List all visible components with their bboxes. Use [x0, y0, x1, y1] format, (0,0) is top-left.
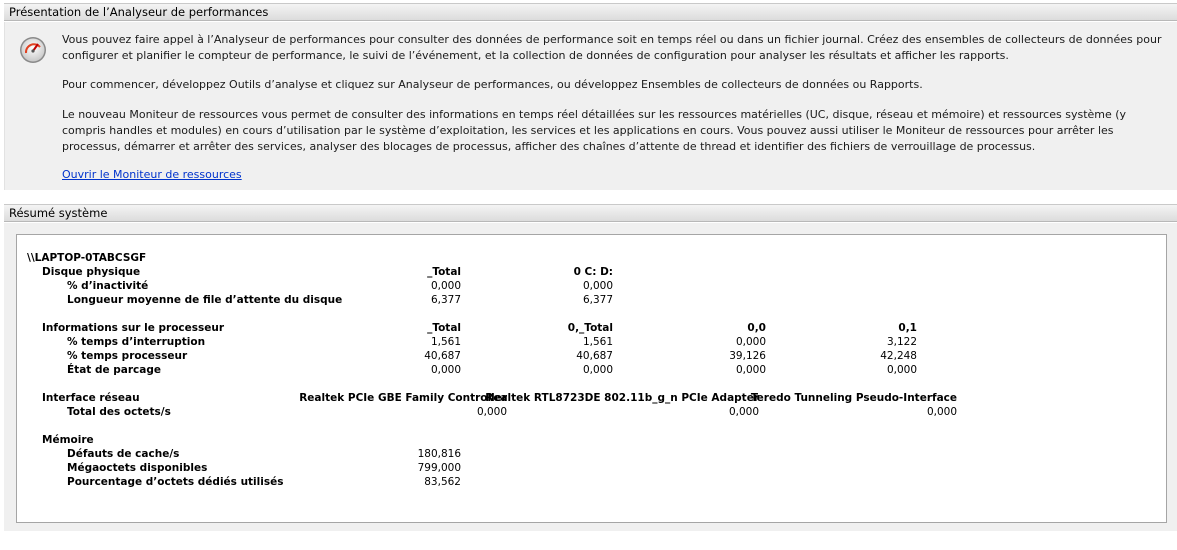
cpu-processor-time-value: 39,126	[729, 350, 766, 362]
cpu-parking-value: 0,000	[430, 364, 461, 376]
open-resource-monitor-link[interactable]: Ouvrir le Moniteur de ressources	[62, 168, 242, 181]
overview-section-header: Présentation de l’Analyseur de performances	[4, 3, 1177, 21]
disk-idle-c: 0,000	[582, 280, 613, 292]
memory-faults-value: 180,816	[417, 448, 461, 460]
disk-idle-label: % d’inactivité	[67, 280, 149, 292]
disk-idle-total: 0,000	[430, 280, 461, 292]
network-bytes-value: 0,000	[926, 406, 957, 418]
network-adapter-header: Teredo Tunneling Pseudo-Interface	[750, 392, 957, 404]
cpu-col-0-0: 0,0	[747, 322, 766, 334]
memory-committed-label: Pourcentage d’octets dédiés utilisés	[67, 476, 284, 488]
network-adapter-header: Realtek PCIe GBE Family Controller	[299, 392, 507, 404]
overview-paragraph-intro: Vous pouvez faire appel à l’Analyseur de performances pour consulter des données de performance soit en temps réel ou dans un fichier journal. Créez des ensembles de collecteurs de données pour configurer et planifier le compteur de performance, le suivi de l’événement, et la collection de données de configuration pour analyser les résultats et afficher les rapports.	[62, 33, 1162, 62]
cpu-interrupt-value: 1,561	[430, 336, 461, 348]
memory-available-label: Mégaoctets disponibles	[67, 462, 208, 474]
disk-queue-label: Longueur moyenne de file d’attente du disque	[67, 294, 343, 306]
machine-name: \\LAPTOP-0TABCSGF	[27, 252, 147, 264]
memory-available-value: 799,000	[417, 462, 461, 474]
disk-col-c: 0 C: D:	[573, 266, 613, 278]
cpu-parking-value: 0,000	[886, 364, 917, 376]
network-section-title: Interface réseau	[42, 392, 140, 404]
cpu-parking-value: 0,000	[735, 364, 766, 376]
summary-section-header: Résumé système	[4, 204, 1177, 222]
disk-col-total: _Total	[427, 266, 461, 278]
network-bytes-value: 0,000	[728, 406, 759, 418]
memory-faults-label: Défauts de cache/s	[67, 448, 180, 460]
network-adapter-header: Realtek RTL8723DE 802.11b_g_n PCIe Adapter	[485, 392, 759, 404]
disk-section-title: Disque physique	[42, 266, 141, 278]
memory-section-title: Mémoire	[42, 434, 94, 446]
disk-queue-total: 6,377	[430, 294, 461, 306]
overview-paragraph-getting-started: Pour commencer, développez Outils d’analyse et cliquez sur Analyseur de performances, ou développez Ensembles de collecteurs de données ou Rapports.	[62, 78, 923, 91]
memory-committed-value: 83,562	[424, 476, 461, 488]
cpu-parking-label: État de parcage	[67, 364, 161, 376]
cpu-processor-time-value: 40,687	[424, 350, 461, 362]
network-bytes-value: 0,000	[476, 406, 507, 418]
disk-queue-c: 6,377	[582, 294, 613, 306]
cpu-processor-time-value: 42,248	[880, 350, 917, 362]
cpu-processor-time-label: % temps processeur	[67, 350, 188, 362]
cpu-section-title: Informations sur le processeur	[42, 322, 225, 334]
cpu-col-total: _Total	[427, 322, 461, 334]
overview-paragraph-resource-monitor: Le nouveau Moniteur de ressources vous permet de consulter des informations en temps réel détaillées sur les ressources matérielles (UC, disque, réseau et mémoire) et ressources système (y compris handles et modules) en cours d’utilisation par le système d’exploitation, les services et les applications en cours. Vous pouvez aussi utiliser le Moniteur de ressources pour arrêter les processus, démarrer et arrêter des services, analyser des blocages de processus, afficher des chaînes d’attente de thread et identifier des fichiers de verrouillage de processus.	[62, 108, 1127, 153]
cpu-interrupt-value: 0,000	[735, 336, 766, 348]
cpu-col-0-1: 0,1	[898, 322, 917, 334]
cpu-col-0-total: 0,_Total	[567, 322, 613, 334]
cpu-processor-time-value: 40,687	[576, 350, 613, 362]
cpu-interrupt-value: 3,122	[886, 336, 917, 348]
cpu-interrupt-label: % temps d’interruption	[67, 336, 206, 348]
cpu-interrupt-value: 1,561	[582, 336, 613, 348]
overview-panel	[4, 22, 1177, 190]
cpu-parking-value: 0,000	[582, 364, 613, 376]
summary-table	[16, 234, 1167, 523]
performance-gauge-icon	[19, 36, 47, 64]
network-bytes-label: Total des octets/s	[67, 406, 171, 418]
